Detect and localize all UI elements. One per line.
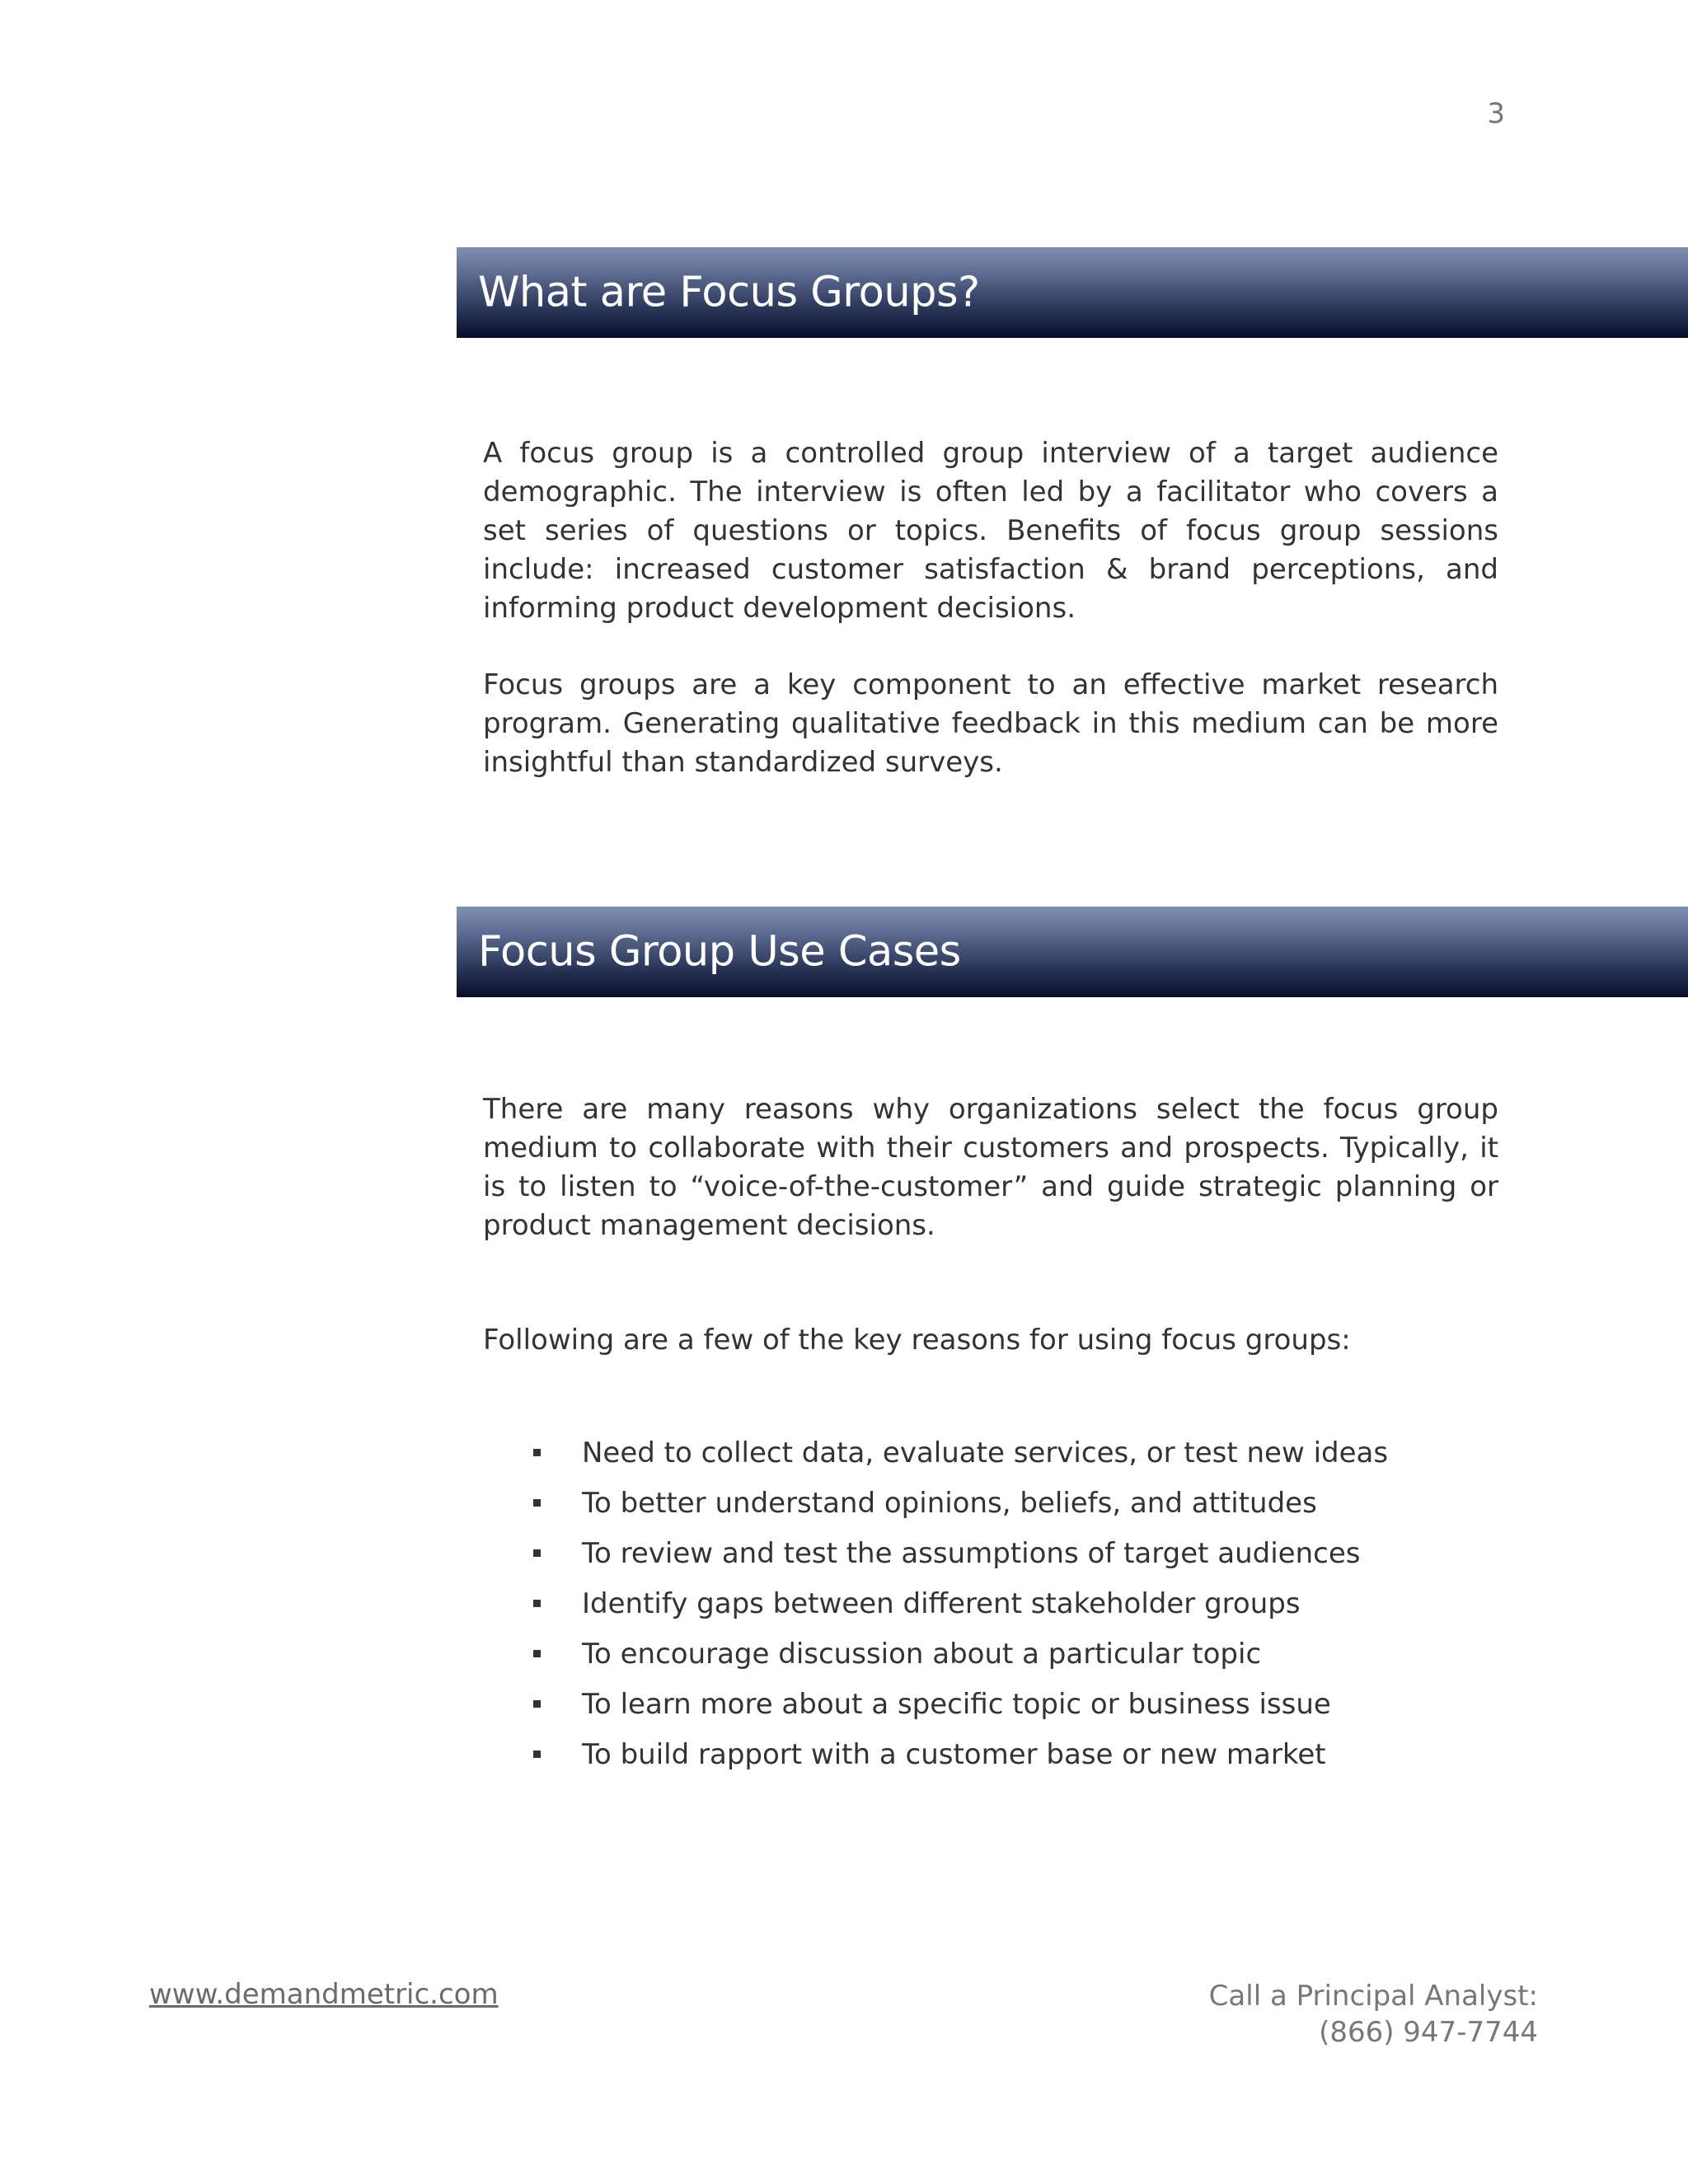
website-link[interactable]: www.demandmetric.com <box>149 1978 499 2011</box>
list-item-text: To build rapport with a customer base or new market <box>582 1738 1326 1771</box>
paragraph: A focus group is a controlled group interview of a target audience demographic. The interview is often led by a facilitator who covers a set series of questions or topics. Benefits of focus group sessions include: increased customer satisfaction & brand perceptions, and informing product development decisions. <box>483 437 1498 625</box>
list-item <box>483 1685 1554 1736</box>
call-analyst-label: Call a Principal Analyst: <box>1208 1980 1538 2013</box>
square-bullet-icon <box>533 1549 541 1557</box>
page-number: 3 <box>1487 97 1505 130</box>
list-item <box>483 1635 1554 1685</box>
section-banner-what-are-focus-groups <box>457 247 1688 338</box>
section-heading: What are Focus Groups? <box>478 268 980 317</box>
list-item <box>483 1484 1554 1535</box>
square-bullet-icon <box>533 1650 541 1657</box>
square-bullet-icon <box>533 1499 541 1507</box>
square-bullet-icon <box>533 1449 541 1456</box>
list-item-text: To encourage discussion about a particular topic <box>582 1638 1262 1671</box>
list-item <box>483 1535 1554 1585</box>
list-item-text: Need to collect data, evaluate services, or test new ideas <box>582 1436 1389 1469</box>
list-item <box>483 1585 1554 1635</box>
phone-number: (866) 947-7744 <box>1319 2016 1538 2049</box>
paragraph: Following are a few of the key reasons for using focus groups: <box>483 1324 1351 1357</box>
square-bullet-icon <box>533 1700 541 1708</box>
list-item-text: Identify gaps between different stakeholder groups <box>582 1587 1301 1620</box>
list-item-text: To better understand opinions, beliefs, and attitudes <box>582 1487 1317 1520</box>
list-item-text: To review and test the assumptions of target audiences <box>582 1537 1361 1570</box>
square-bullet-icon <box>533 1750 541 1758</box>
paragraph: Focus groups are a key component to an effective market research program. Generating qualitative feedback in this medium can be more insightful than standardized surveys. <box>483 668 1498 779</box>
square-bullet-icon <box>533 1600 541 1607</box>
footer-contact <box>1209 1978 1538 2050</box>
section-banner-use-cases <box>457 907 1688 997</box>
list-item <box>483 1434 1554 1484</box>
list-item-text: To learn more about a specific topic or business issue <box>582 1688 1331 1721</box>
reasons-list <box>483 1434 1554 1786</box>
list-item <box>483 1736 1554 1786</box>
paragraph: There are many reasons why organizations select the focus group medium to collaborate with their customers and prospects. Typically, it is to listen to “voice-of-the-customer” and guide strategic planning or product management decisions. <box>483 1093 1498 1242</box>
section-heading: Focus Group Use Cases <box>478 927 961 977</box>
